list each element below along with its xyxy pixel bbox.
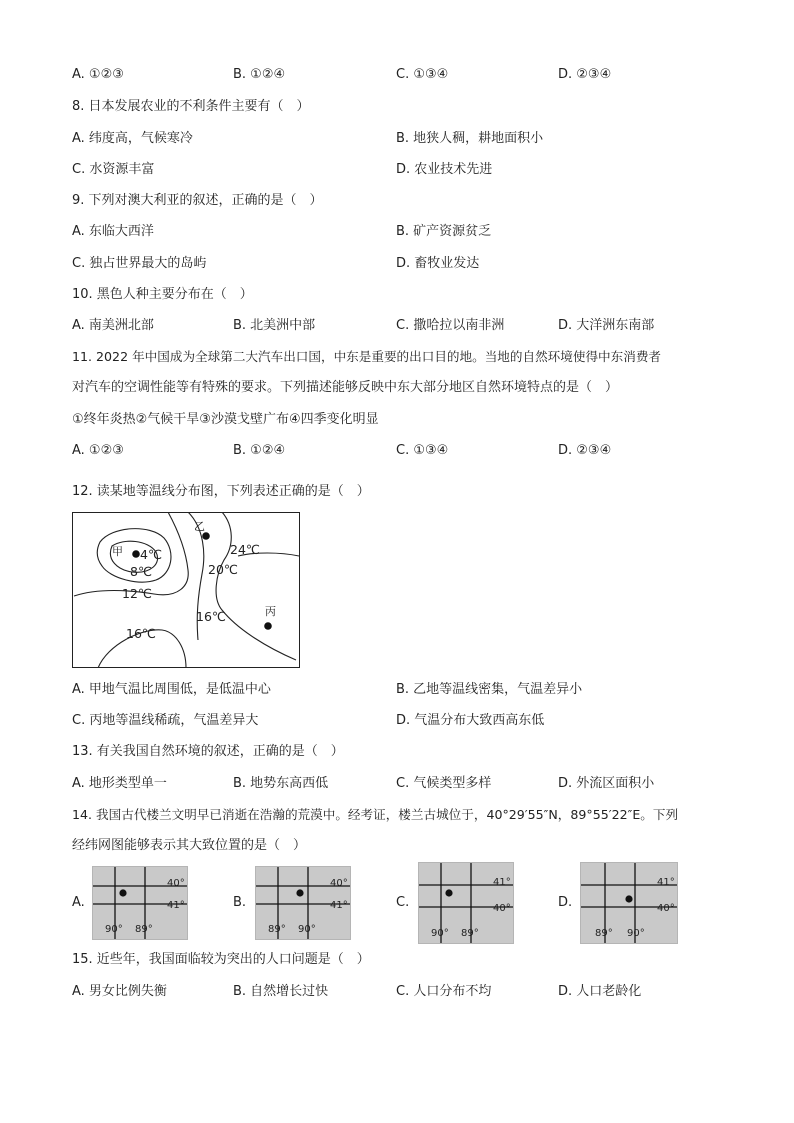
q14-option-a-grid xyxy=(92,866,188,940)
q9-option-c: C. 独占世界最大的岛屿 xyxy=(72,256,207,271)
q8-option-a: A. 纬度高，气候寒冷 xyxy=(72,131,193,146)
grid-c-lon-left: 90° xyxy=(431,928,449,939)
q12-option-d: D. 气温分布大致西高东低 xyxy=(396,713,545,728)
isotherm-4: 4℃ xyxy=(140,547,162,562)
grid-c-lon-right: 89° xyxy=(461,928,479,939)
q12-stem: 12. 读某地等温线分布图，下列表述正确的是（ ） xyxy=(72,484,370,499)
q14-option-b-grid xyxy=(255,866,351,940)
grid-a-lat-bottom: 41° xyxy=(167,900,185,911)
q13-stem: 13. 有关我国自然环境的叙述，正确的是（ ） xyxy=(72,744,344,759)
q7-option-a: A. ①②③ xyxy=(72,67,124,82)
q8-stem: 8. 日本发展农业的不利条件主要有（ ） xyxy=(72,99,310,114)
q13-option-c: C. 气候类型多样 xyxy=(396,776,492,791)
grid-b-lon-left: 89° xyxy=(268,924,286,935)
isotherm-map xyxy=(72,512,300,668)
q9-option-b: B. 矿产资源贫乏 xyxy=(396,224,492,239)
q7-option-c: C. ①③④ xyxy=(396,67,449,82)
grid-d-lon-left: 89° xyxy=(595,928,613,939)
q10-option-d: D. 大洋洲东南部 xyxy=(558,318,655,333)
isotherm-12: 12℃ xyxy=(122,586,152,601)
q11-stem-line2: 对汽车的空调性能等有特殊的要求。下列描述能够反映中东大部分地区自然环境特点的是（ ） xyxy=(72,380,619,395)
q9-stem: 9. 下列对澳大利亚的叙述，正确的是（ ） xyxy=(72,193,323,208)
q14-stem-line1: 14. 我国古代楼兰文明早已消逝在浩瀚的荒漠中。经考证，楼兰古城位于，40°29′55″N，89°55′22″E。下列 xyxy=(72,807,679,822)
q9-option-a: A. 东临大西洋 xyxy=(72,224,154,239)
grid-b-lon-right: 90° xyxy=(298,924,316,935)
grid-b-lat-top: 40° xyxy=(330,878,348,889)
grid-a-lon-left: 90° xyxy=(105,924,123,935)
q8-option-c: C. 水资源丰富 xyxy=(72,162,155,177)
grid-a-lon-right: 89° xyxy=(135,924,153,935)
q10-option-c: C. 撒哈拉以南非洲 xyxy=(396,318,505,333)
q11-stem-line1: 11. 2022 年中国成为全球第二大汽车出口国，中东是重要的出口目的地。当地的自然环境使得中东消费者 xyxy=(72,349,662,364)
q7-option-b: B. ①②④ xyxy=(233,67,286,82)
q15-option-d: D. 人口老龄化 xyxy=(558,984,642,999)
q15-option-b: B. 自然增长过快 xyxy=(233,984,329,999)
q12-option-b: B. 乙地等温线密集，气温差异小 xyxy=(396,682,583,697)
q14-option-c-grid xyxy=(418,862,514,944)
q14-option-b-label: B. xyxy=(233,895,247,910)
q10-stem: 10. 黑色人种主要分布在（ ） xyxy=(72,287,253,302)
isotherm-24: 24℃ xyxy=(230,542,260,557)
q10-option-b: B. 北美洲中部 xyxy=(233,318,316,333)
q15-option-a: A. 男女比例失衡 xyxy=(72,984,167,999)
q8-option-d: D. 农业技术先进 xyxy=(396,162,493,177)
q12-option-c: C. 丙地等温线稀疏，气温差异大 xyxy=(72,713,259,728)
q13-option-d: D. 外流区面积小 xyxy=(558,776,655,791)
isotherm-16-left: 16℃ xyxy=(126,626,156,641)
point-jia xyxy=(132,550,140,558)
label-bing: 丙 xyxy=(265,605,276,618)
q15-stem: 15. 近些年，我国面临较为突出的人口问题是（ ） xyxy=(72,952,370,967)
q11-option-c: C. ①③④ xyxy=(396,443,449,458)
q13-option-a: A. 地形类型单一 xyxy=(72,776,167,791)
grid-d-lat-bottom: 40° xyxy=(657,903,675,914)
point-bing xyxy=(264,622,272,630)
label-yi: 乙 xyxy=(194,520,205,533)
q13-option-b: B. 地势东高西低 xyxy=(233,776,329,791)
grid-b-lat-bottom: 41° xyxy=(330,900,348,911)
q10-option-a: A. 南美洲北部 xyxy=(72,318,154,333)
q7-option-d: D. ②③④ xyxy=(558,67,612,82)
grid-d-lat-top: 41° xyxy=(657,877,675,888)
q12-option-a: A. 甲地气温比周围低，是低温中心 xyxy=(72,682,271,697)
grid-d-lon-right: 90° xyxy=(627,928,645,939)
q11-option-a: A. ①②③ xyxy=(72,443,124,458)
grid-c-lat-bottom: 40° xyxy=(493,903,511,914)
isotherm-16-right: 16℃ xyxy=(196,609,226,624)
label-jia: 甲 xyxy=(112,545,123,558)
q14-stem-line2: 经纬网图能够表示其大致位置的是（ ） xyxy=(72,838,307,853)
q14-option-c-label: C. xyxy=(396,895,410,910)
grid-c-lat-top: 41° xyxy=(493,877,511,888)
q11-option-d: D. ②③④ xyxy=(558,443,612,458)
isotherm-20: 20℃ xyxy=(208,562,238,577)
isotherm-map-graphic xyxy=(72,512,300,668)
grid-a-lat-top: 40° xyxy=(167,878,185,889)
q14-option-a-label: A. xyxy=(72,895,85,910)
isotherm-8: 8℃ xyxy=(130,564,152,579)
q14-option-d-grid xyxy=(580,862,678,944)
q11-items: ①终年炎热②气候干旱③沙漠戈壁广布④四季变化明显 xyxy=(72,412,379,427)
q9-option-d: D. 畜牧业发达 xyxy=(396,256,480,271)
q15-option-c: C. 人口分布不均 xyxy=(396,984,492,999)
q8-option-b: B. 地狭人稠，耕地面积小 xyxy=(396,131,544,146)
q11-option-b: B. ①②④ xyxy=(233,443,286,458)
q14-option-d-label: D. xyxy=(558,895,573,910)
